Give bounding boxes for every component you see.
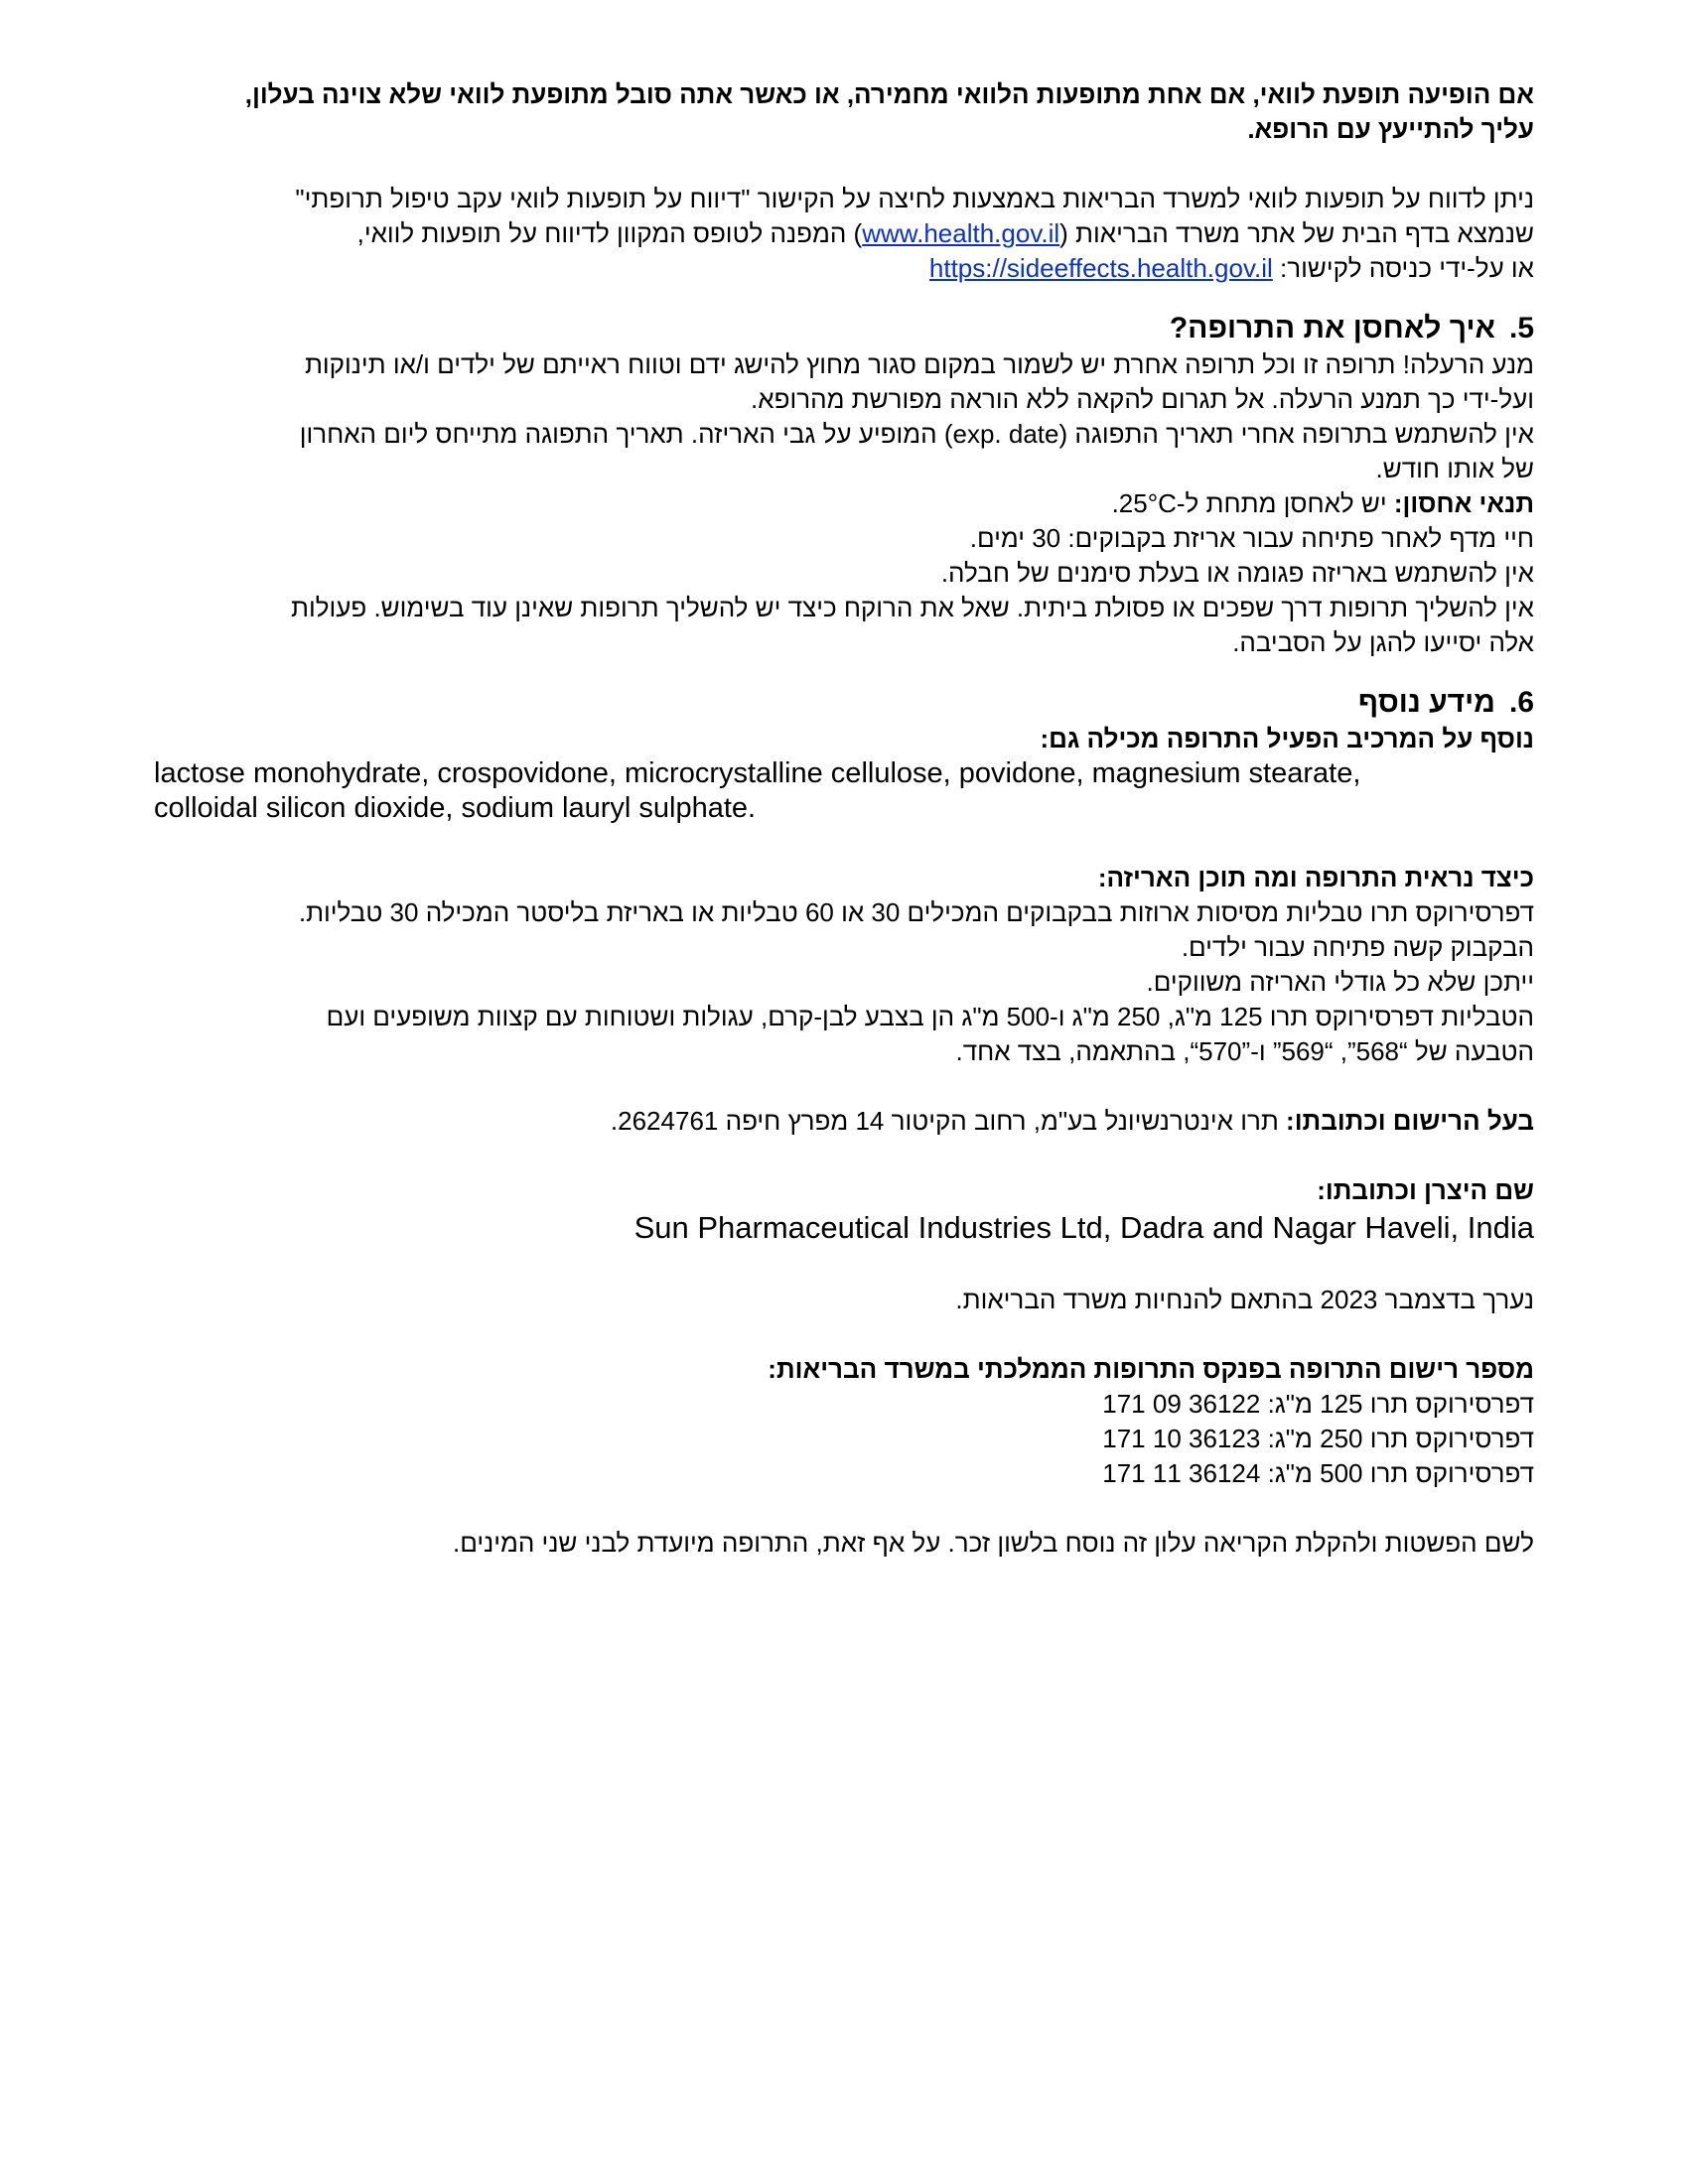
side-effect-warning-line-1: אם הופיעה תופעת לוואי, אם אחת מתופעות הלוואי מחמירה, או כאשר אתה סובל מתופעת לוואי שלא צוינה בעלון, (244, 79, 1534, 109)
section-5-number: 5. (1508, 312, 1534, 344)
ingredients-list-line-1: lactose monohydrate, crospovidone, microcrystalline cellulose, povidone, magnesium stearate, (154, 757, 1361, 789)
section-6-heading (154, 684, 1534, 722)
spacer (154, 1317, 1534, 1352)
ingredients-label: נוסף על המרכיב הפעיל התרופה מכילה גם: (1040, 724, 1534, 753)
registration-number-line: דפרסירוקס תרו 250 מ"ג: 36123 10 171 (1102, 1424, 1534, 1453)
appearance-line: הטבליות דפרסירוקס תרו 125 מ"ג, 250 מ"ג ו-500 מ"ג הן בצבע לבן-קרם, עגולות ושטוחות עם קצוות משופעים ועם (326, 1002, 1534, 1031)
registration-holder (154, 1104, 1534, 1139)
side-effect-warning-line-2: עליך להתייעץ עם הרופא. (1247, 114, 1534, 144)
revision-note: נערך בדצמבר 2023 בהתאם להנחיות משרד הבריאות. (955, 1285, 1534, 1314)
reporting-line-2 (154, 216, 1534, 251)
spacer (154, 826, 1534, 861)
spacer (154, 286, 1534, 308)
reporting-line-3-start: או על-ידי כניסה לקישור: (1272, 253, 1534, 283)
spacer (154, 1491, 1534, 1526)
section-5-title: איך לאחסן את התרופה? (1169, 312, 1495, 344)
spacer (154, 660, 1534, 682)
appearance-line: הבקבוק קשה פתיחה עבור ילדים. (1181, 932, 1534, 962)
registration-number-line: דפרסירוקס תרו 500 מ"ג: 36124 11 171 (1102, 1458, 1534, 1488)
registration-holder-label: בעל הרישום וכתובתו: (1286, 1106, 1534, 1136)
appearance-label: כיצד נראית התרופה ומה תוכן האריזה: (1097, 863, 1534, 892)
reporting-line-2-end: ) המפנה לטופס המקוון לדיווח על תופעות לוואי, (356, 218, 863, 248)
registration-holder-text: תרו אינטרנשיונל בע"מ, רחוב הקיטור 14 מפרץ חיפה 2624761. (610, 1106, 1287, 1136)
storage-line: אין להשליך תרופות דרך שפכים או פסולת ביתית. שאל את הרוקח כיצד יש להשליך תרופות שאינן עוד בשימוש. פעולות (291, 593, 1534, 622)
appearance-line: הטבעה של “568”, “569” ו-”570“, בהתאמה, בצד אחד. (955, 1036, 1534, 1066)
manufacturer-label: שם היצרן וכתובתו: (1317, 1175, 1534, 1205)
spacer (154, 1069, 1534, 1104)
storage-line: של אותו חודש. (1375, 454, 1534, 483)
storage-line: אין להשתמש באריזה פגומה או בעלת סימנים של חבלה. (940, 558, 1534, 588)
reporting-line-3 (154, 251, 1534, 286)
ingredients-list-line-2: colloidal silicon dioxide, sodium lauryl sulphate. (154, 792, 757, 824)
gender-note: לשם הפשטות ולהקלת הקריאה עלון זה נוסח בלשון זכר. על אף זאת, התרופה מיועדת לבני שני המינים. (453, 1528, 1534, 1558)
section-6-number: 6. (1508, 686, 1534, 719)
registration-number-line: דפרסירוקס תרו 125 מ"ג: 36122 09 171 (1102, 1389, 1534, 1419)
storage-conditions (154, 486, 1534, 521)
storage-line: מנע הרעלה! תרופה זו וכל תרופה אחרת יש לשמור במקום סגור מחוץ להישג ידם וטווח ראייתם של ילדים ו/או תינוקות (304, 349, 1534, 379)
reporting-line-1: ניתן לדווח על תופעות לוואי למשרד הבריאות באמצעות לחיצה על הקישור "דיווח על תופעות לוואי עקב טיפול תרופתי" (295, 184, 1534, 213)
spacer (154, 147, 1534, 182)
leaflet-page (154, 77, 1534, 1561)
appearance-line: ייתכן שלא כל גודלי האריזה משווקים. (1146, 967, 1534, 997)
storage-line: חיי מדף לאחר פתיחה עבור אריזת בקבוקים: 30 ימים. (969, 523, 1534, 553)
manufacturer-text: Sun Pharmaceutical Industries Ltd, Dadra and Nagar Haveli, India (633, 1210, 1534, 1245)
section-5-heading (154, 310, 1534, 347)
spacer (154, 1139, 1534, 1173)
expiry-text: אין להשתמש בתרופה אחרי תאריך התפוגה (exp. date) המופיע על גבי האריזה. תאריך התפוגה מתייחס ליום האחרון (299, 419, 1534, 449)
storage-line: אלה יסייעו להגן על הסביבה. (1232, 627, 1534, 657)
spacer (154, 1248, 1534, 1283)
registration-number-label: מספר רישום התרופה בפנקס התרופות הממלכתי במשרד הבריאות: (768, 1354, 1534, 1384)
reporting-line-2-start: שנמצא בדף הבית של אתר משרד הבריאות ( (1059, 218, 1534, 248)
storage-line: ועל-ידי כך תמנע הרעלה. אל תגרום להקאה ללא הוראה מפורשת מהרופא. (751, 384, 1534, 414)
appearance-line: דפרסירוקס תרו טבליות מסיסות ארוזות בבקבוקים המכילים 30 או 60 טבליות או באריזת בליסטר המכילה 30 טבליות. (298, 897, 1534, 927)
health-ministry-link[interactable]: www.health.gov.il (862, 218, 1060, 248)
storage-line (154, 417, 1534, 452)
side-effects-report-link[interactable]: https://sideeffects.health.gov.il (928, 253, 1273, 283)
storage-conditions-text: יש לאחסן מתחת ל-25°C. (1111, 488, 1394, 518)
storage-conditions-label: תנאי אחסון: (1393, 488, 1534, 518)
section-6-title: מידע נוסף (1357, 686, 1495, 719)
